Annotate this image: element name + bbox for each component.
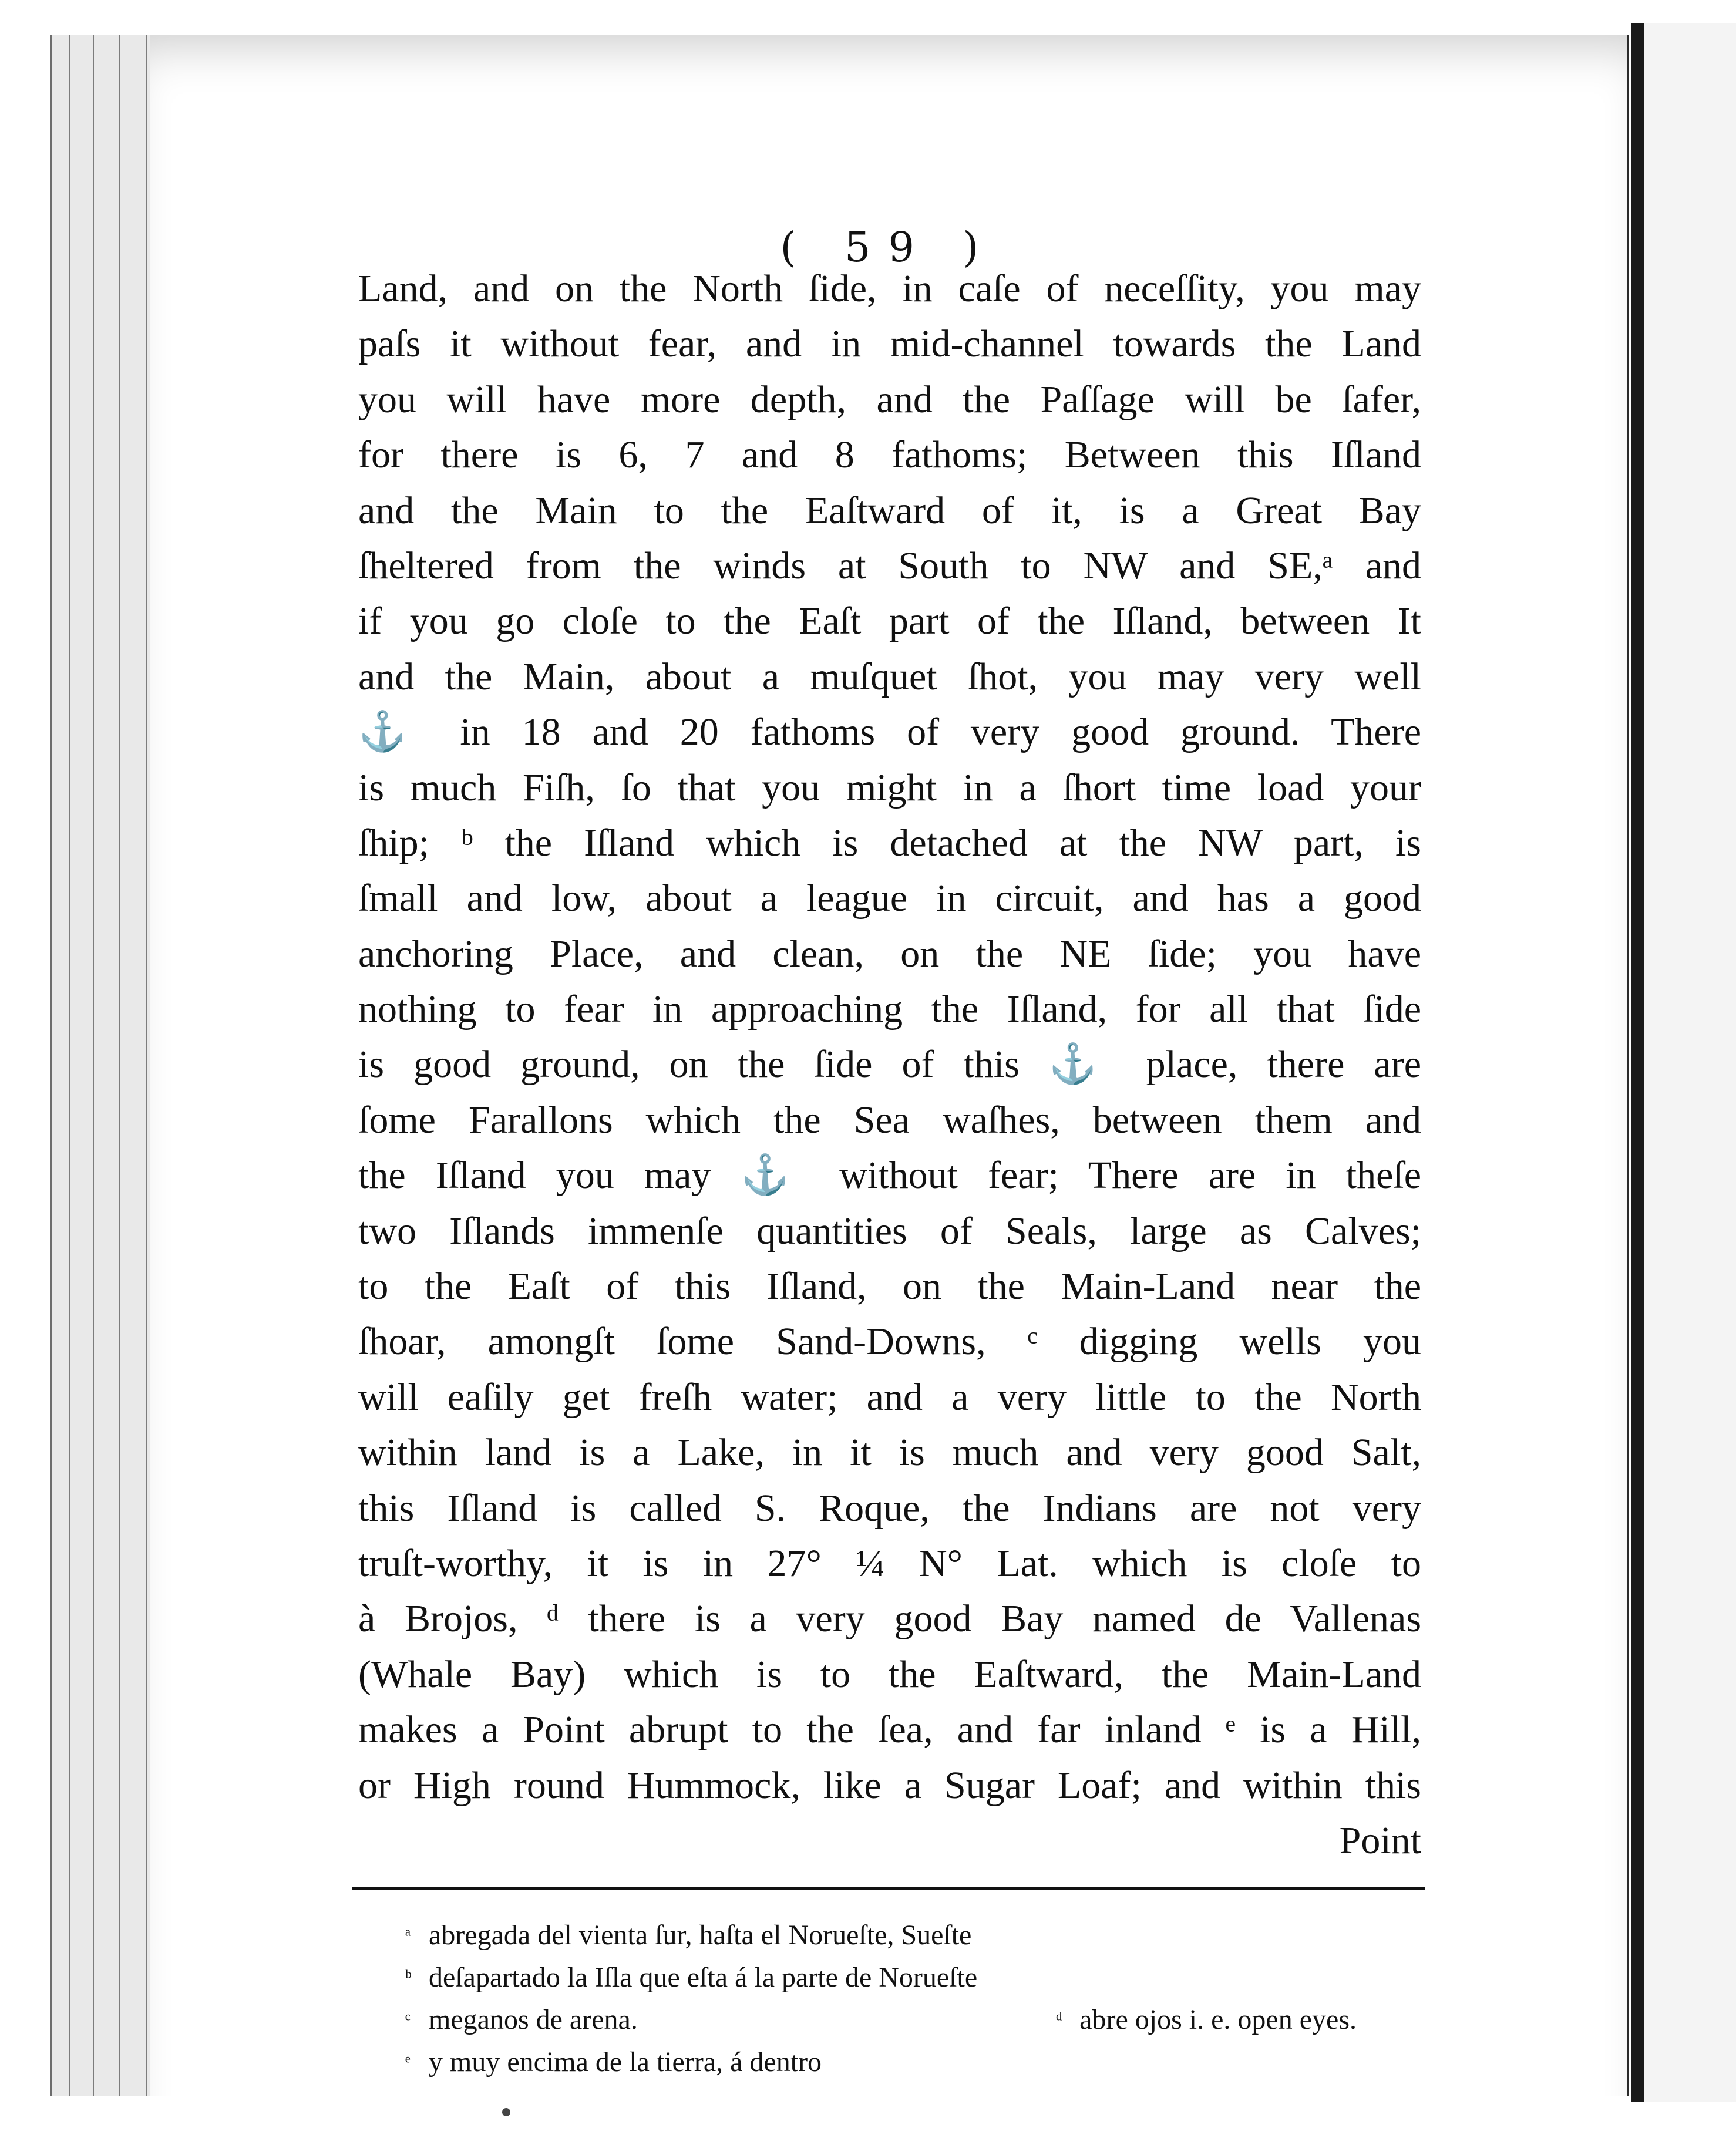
text-line: if you go cloſe to the Eaſt part of the Iſland, between It [358, 600, 1421, 643]
text-line: you will have more depth, and the Paſſage will be ſafer, [358, 378, 1421, 421]
text-line: paſs it without fear, and in mid-channel towards the Land [358, 322, 1421, 366]
page-number: ( 59 ) [780, 223, 997, 271]
footnote-e [405, 2041, 1357, 2083]
footnote-text: deſapartado la Iſla que eſta á la parte de Norueſte [429, 1962, 978, 1993]
text-line: and the Main, about a muſquet ſhot, you may very well [358, 655, 1421, 698]
footnote-text: meganos de arena. [429, 2004, 638, 2035]
text-line: ſome Farallons which the Sea waſhes, between them and [358, 1098, 1421, 1142]
footnote-a [405, 1914, 1357, 1957]
text-line: this Iſland is called S. Roque, the Indians are not very [358, 1486, 1421, 1530]
gutter-shadow [1631, 23, 1644, 2102]
page-edge-line [119, 35, 120, 2096]
text-line: or High round Hummock, like a Sugar Loaf; and within this [358, 1763, 1421, 1807]
text-line: ſhoar, amongſt ſome Sand-Downs, ᶜ digging wells you [358, 1320, 1421, 1363]
footnote-row-cd [405, 1999, 1357, 2041]
footnote-text: abregada del vienta ſur, haſta el Norueſte, Sueſte [429, 1920, 972, 1951]
text-line: Land, and on the North ſide, in caſe of neceſſity, you may [358, 267, 1421, 310]
text-line: truſt-worthy, it is in 27° ¼ N° Lat. which is cloſe to [358, 1541, 1421, 1585]
text-line: (Whale Bay) which is to the Eaſtward, the Main-Land [358, 1652, 1421, 1696]
text-line: ſmall and low, about a league in circuit, and has a good [358, 877, 1421, 920]
footnote-c [405, 1999, 638, 2041]
text-line: and the Main to the Eaſtward of it, is a Great Bay [358, 489, 1421, 532]
footnote-b [405, 1957, 1357, 1999]
text-line: will eaſily get freſh water; and a very little to the North [358, 1375, 1421, 1419]
footnote-mark: ᵃ [405, 1924, 411, 1946]
text-line: the Iſland you may ⚓ without fear; There are in theſe [358, 1154, 1421, 1197]
text-line: ſheltered from the winds at South to NW and SE,ᵃ and [358, 544, 1421, 587]
catchword: Point [1339, 1819, 1421, 1862]
ink-blot [502, 2108, 510, 2116]
text-line: à Brojos, ᵈ there is a very good Bay named de Vallenas [358, 1597, 1421, 1641]
text-line: ⚓ in 18 and 20 fathoms of very good ground. There [358, 711, 1421, 754]
footnote-d [1056, 1999, 1357, 2041]
text-line: is good ground, on the ſide of this ⚓ place, there are [358, 1043, 1421, 1086]
text-line: anchoring Place, and clean, on the NE ſide; you have [358, 932, 1421, 975]
text-line: is much Fiſh, ſo that you might in a ſhort time load your [358, 766, 1421, 809]
footnote-text: abre ojos i. e. open eyes. [1079, 2004, 1357, 2035]
page-edges-left [50, 35, 154, 2096]
footnote-mark: ᵈ [1056, 2009, 1062, 2031]
footnote-mark: ᵉ [405, 2051, 411, 2073]
footnotes [405, 1914, 1357, 2083]
text-line: for there is 6, 7 and 8 fathoms; Between this Iſland [358, 433, 1421, 477]
facing-page-edge [1644, 23, 1736, 2102]
footnote-mark: ᶜ [405, 2009, 411, 2031]
page-edge-line [69, 35, 70, 2096]
text-line: two Iſlands immenſe quantities of Seals, large as Calves; [358, 1209, 1421, 1253]
page-edge-line [93, 35, 94, 2096]
footnote-text: y muy encima de la tierra, á dentro [429, 2046, 822, 2078]
text-line: nothing to fear in approaching the Iſland, for all that ſide [358, 988, 1421, 1031]
footnote-mark: ᵇ [405, 1967, 412, 1988]
text-line: to the Eaſt of this Iſland, on the Main-Land near the [358, 1265, 1421, 1308]
footnote-divider [352, 1887, 1425, 1890]
text-line: within land is a Lake, in it is much and very good Salt, [358, 1431, 1421, 1474]
body-text [358, 261, 1421, 1868]
text-line: makes a Point abrupt to the ſea, and far inland ᵉ is a Hill, [358, 1708, 1421, 1752]
page-edge-line [146, 35, 147, 2096]
text-line: ſhip; ᵇ the Iſland which is detached at the NW part, is [358, 821, 1421, 864]
